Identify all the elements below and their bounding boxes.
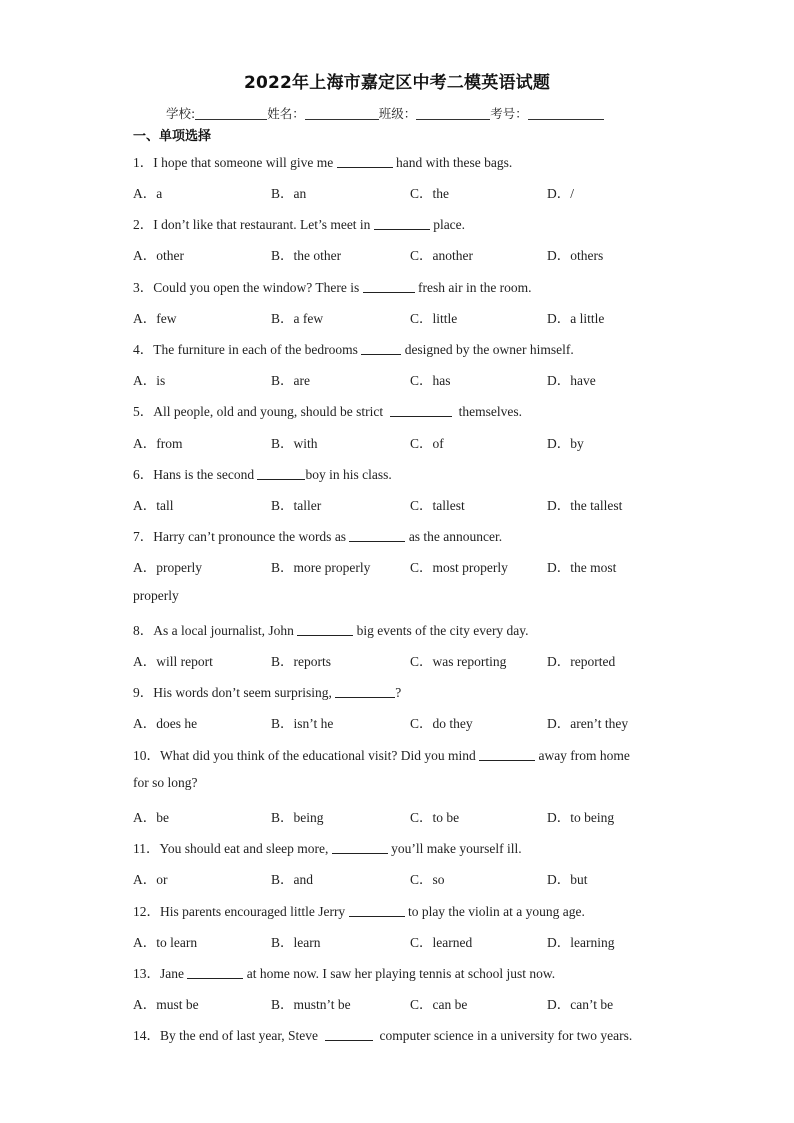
question-number: 4． (133, 342, 154, 357)
option-a[interactable]: A．is (133, 373, 166, 388)
question-10 (133, 744, 630, 764)
question-13 (133, 962, 555, 982)
question-text: ? (395, 685, 402, 700)
option-c[interactable]: C．the (410, 186, 449, 201)
question-11 (133, 837, 522, 857)
option-d[interactable]: D．to being (547, 810, 615, 825)
question-text: Harry can’t pronounce the words as (153, 529, 347, 544)
option-c[interactable]: C．most properly (410, 560, 508, 575)
option-c[interactable]: C．so (410, 872, 445, 887)
option-b[interactable]: B．a few (271, 311, 324, 326)
answer-blank (297, 623, 353, 636)
question-text: to play the violin at a young age. (407, 904, 585, 919)
class-blank[interactable] (416, 106, 490, 120)
student-info-line (166, 104, 604, 122)
question-text: at home now. I saw her playing tennis at school just now. (246, 966, 556, 981)
school-blank[interactable] (195, 106, 267, 120)
question-14 (133, 1024, 632, 1044)
option-a[interactable]: A．does he (133, 716, 198, 731)
answer-blank (332, 841, 388, 854)
question-text: fresh air in the room. (417, 280, 532, 295)
question-text: All people, old and young, should be strict (153, 404, 384, 419)
option-c[interactable]: C．do they (410, 716, 473, 731)
answer-blank (349, 529, 405, 542)
option-b[interactable]: B．learn (271, 935, 321, 950)
option-b[interactable]: B．being (271, 810, 324, 825)
school-label: 学校: (166, 106, 196, 121)
question-text: Hans is the second (153, 467, 255, 482)
answer-blank (335, 685, 395, 698)
option-b[interactable]: B．reports (271, 654, 331, 669)
answer-blank (361, 342, 401, 355)
option-b[interactable]: B．isn’t he (271, 716, 334, 731)
exam-no-blank[interactable] (528, 106, 604, 120)
option-a[interactable]: A．tall (133, 498, 174, 513)
question-5 (133, 400, 522, 420)
option-d[interactable]: D．others (547, 248, 604, 263)
option-c[interactable]: C．was reporting (410, 654, 507, 669)
option-d[interactable]: D．can’t be (547, 997, 614, 1012)
page-title: 2022年上海市嘉定区中考二模英语试题 (243, 73, 551, 93)
question-4 (133, 338, 574, 358)
question-number: 14． (133, 1028, 160, 1043)
option-d[interactable]: D．/ (547, 186, 574, 201)
option-d-continuation: properly (133, 588, 179, 603)
question-12 (133, 900, 585, 920)
answer-blank (337, 155, 393, 168)
question-number: 7． (133, 529, 154, 544)
question-text: What did you think of the educational visit? Did you mind (160, 748, 476, 763)
answer-blank (349, 904, 405, 917)
question-number: 5． (133, 404, 154, 419)
section-title: 一、单项选择 (133, 129, 212, 144)
question-text: His parents encouraged little Jerry (160, 904, 346, 919)
option-b[interactable]: B．more properly (271, 560, 371, 575)
question-text: Jane (160, 966, 184, 981)
option-c[interactable]: C．can be (410, 997, 468, 1012)
option-d[interactable]: D．a little (547, 311, 605, 326)
question-text: By the end of last year, Steve (160, 1028, 319, 1043)
option-d[interactable]: D．but (547, 872, 588, 887)
answer-blank (374, 217, 430, 230)
question-2 (133, 213, 465, 233)
option-c[interactable]: C．has (410, 373, 451, 388)
question-text: as the announcer. (408, 529, 503, 544)
option-a[interactable]: A．properly (133, 560, 202, 575)
question-text: boy in his class. (305, 467, 392, 482)
question-number: 12． (133, 904, 160, 919)
question-text: His words don’t seem surprising, (153, 685, 332, 700)
question-text: you’ll make yourself ill. (391, 841, 522, 856)
option-a[interactable]: A．must be (133, 997, 199, 1012)
question-text: designed by the owner himself. (404, 342, 574, 357)
question-number: 1． (133, 155, 154, 170)
question-number: 2． (133, 217, 154, 232)
option-a[interactable]: A．to learn (133, 935, 198, 950)
option-c[interactable]: C．learned (410, 935, 473, 950)
option-b[interactable]: B．with (271, 436, 318, 451)
answer-blank (479, 748, 535, 761)
question-9 (133, 681, 401, 701)
question-number: 13． (133, 966, 160, 981)
option-a[interactable]: A．a (133, 186, 163, 201)
question-text: hand with these bags. (395, 155, 513, 170)
exam-no-label: 考号： (490, 106, 528, 121)
question-text: Could you open the window? There is (153, 280, 360, 295)
option-a[interactable]: A．will report (133, 654, 213, 669)
option-d[interactable]: D．learning (547, 935, 615, 950)
question-text: away from home (538, 748, 630, 763)
question-number: 6． (133, 467, 154, 482)
option-a[interactable]: A．from (133, 436, 183, 451)
option-d[interactable]: D．have (547, 373, 596, 388)
question-8 (133, 619, 529, 639)
answer-blank (187, 966, 243, 979)
question-6 (133, 463, 392, 483)
question-text: themselves. (458, 404, 522, 419)
question-3 (133, 276, 532, 296)
question-text: place. (433, 217, 466, 232)
question-text: computer science in a university for two years. (379, 1028, 633, 1043)
question-text: I don’t like that restaurant. Let’s meet in (153, 217, 371, 232)
name-blank[interactable] (305, 106, 379, 120)
name-label: 姓名： (267, 106, 305, 121)
question-text: As a local journalist, John (153, 623, 294, 638)
option-a[interactable]: A．few (133, 311, 177, 326)
option-b[interactable]: B．are (271, 373, 310, 388)
option-c[interactable]: C．little (410, 311, 458, 326)
question-number: 11． (133, 841, 160, 856)
option-a[interactable]: A．be (133, 810, 169, 825)
option-c[interactable]: C．to be (410, 810, 460, 825)
answer-blank (257, 467, 305, 480)
question-text: big events of the city every day. (356, 623, 529, 638)
option-d[interactable]: D．by (547, 436, 584, 451)
question-1 (133, 151, 512, 171)
question-number: 9． (133, 685, 154, 700)
option-d[interactable]: D．aren’t they (547, 716, 629, 731)
option-c[interactable]: C．of (410, 436, 444, 451)
question-text: The furniture in each of the bedrooms (153, 342, 358, 357)
option-c[interactable]: C．another (410, 248, 473, 263)
answer-blank (390, 404, 452, 417)
option-a[interactable]: A．other (133, 248, 184, 263)
question-number: 8． (133, 623, 154, 638)
option-d[interactable]: D．the tallest (547, 498, 623, 513)
option-b[interactable]: B．the other (271, 248, 342, 263)
question-10-continuation: for so long? (133, 775, 198, 790)
class-label: 班级： (378, 106, 417, 121)
answer-blank (363, 280, 415, 293)
question-7 (133, 525, 502, 545)
option-d[interactable]: D．the most (547, 560, 617, 575)
question-text: You should eat and sleep more, (159, 841, 329, 856)
question-number: 3． (133, 280, 154, 295)
question-number: 10． (133, 748, 160, 763)
option-d[interactable]: D．reported (547, 654, 616, 669)
option-c[interactable]: C．tallest (410, 498, 465, 513)
option-b[interactable]: B．an (271, 186, 307, 201)
option-b[interactable]: B．and (271, 872, 313, 887)
answer-blank (325, 1028, 373, 1041)
question-text: I hope that someone will give me (153, 155, 334, 170)
option-b[interactable]: B．taller (271, 498, 322, 513)
option-a[interactable]: A．or (133, 872, 168, 887)
option-b[interactable]: B．mustn’t be (271, 997, 351, 1012)
